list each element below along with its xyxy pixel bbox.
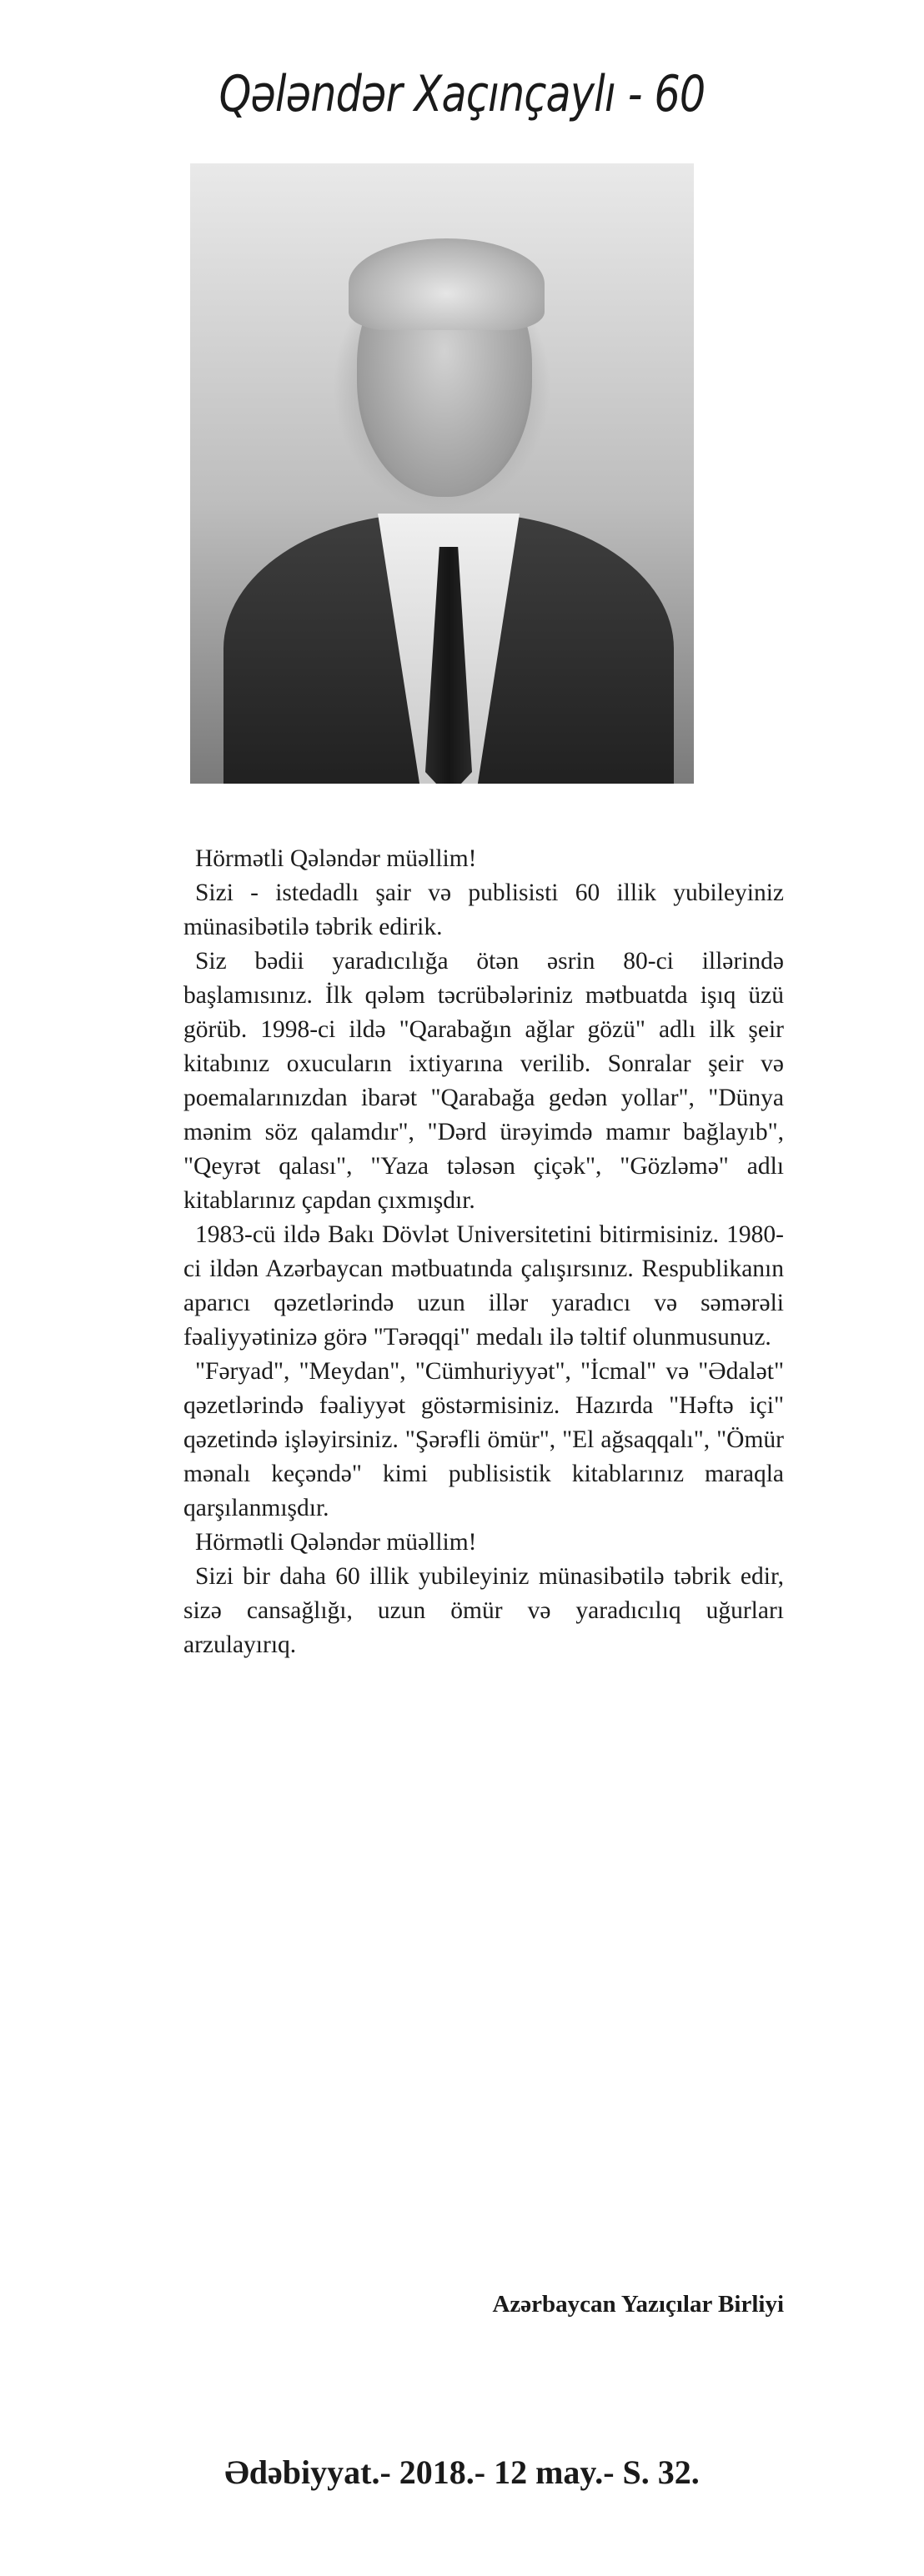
photo-hair bbox=[349, 238, 545, 330]
article-paragraph: 1983-cü ildə Bakı Dövlət Universitetini bitirmisiniz. 1980-ci ildən Azərbaycan mətbuatında çalışırsınız. Respublikanın aparıcı qəzetlərində uzun illər yaradıcı və səmərəli fəaliyyətinizə görə "Tərəqqi" medalı ilə təltif olunmusunuz. bbox=[183, 1221, 784, 1351]
article-paragraph: Siz bədii yaradıcılığa ötən əsrin 80-ci illərində başlamısınız. İlk qələm təcrübələriniz mətbuatda işıq üzü görüb. 1998-ci ildə "Qarabağın ağlar gözü" adlı ilk şeir kitabınız oxucuların ixtiyarına verilib. Sonralar şeir və poemalarınızdan ibarət "Qarabağa gedən yollar", "Dünya mənim söz qalamdır", "Dərd ürəyimdə mamır bağlayıb", "Qeyrət qalası", "Yaza tələsən çiçək", "Gözləmə" adlı kitablarınız çapdan çıxmışdır. bbox=[183, 948, 784, 1214]
article-paragraph: Sizi - istedadlı şair və publisisti 60 illik yubileyiniz münasibətilə təbrik edirik. bbox=[183, 880, 784, 940]
greeting-paragraph: Hörmətli Qələndər müəllim! bbox=[195, 1529, 477, 1556]
article-paragraph: "Fəryad", "Meydan", "Cümhuriyyət", "İcmal" və "Ədalət" qəzetlərində fəaliyyət göstərmisiniz. Hazırda "Həftə içi" qəzetində işləyirsiniz. "Şərəfli ömür", "El ağsaqqalı", "Ömür mənalı keçəndə" kimi publisistik kitablarınız maraqla qarşılanmışdır. bbox=[183, 1358, 784, 1521]
greeting-paragraph: Hörmətli Qələndər müəllim! bbox=[195, 845, 477, 872]
article-paragraph: Sizi bir daha 60 illik yubileyiniz münasibətilə təbrik edir, sizə cansağlığı, uzun ömür və yaradıcılıq uğurları arzulayırıq. bbox=[183, 1563, 784, 1658]
page-title: Qələndər Xaçınçaylı - 60 bbox=[218, 65, 706, 123]
portrait-photo bbox=[190, 163, 694, 784]
source-citation: Ədəbiyyat.- 2018.- 12 may.- S. 32. bbox=[224, 2453, 700, 2491]
article-body bbox=[183, 842, 784, 1662]
signature: Azərbaycan Yazıçılar Birliyi bbox=[492, 2291, 784, 2318]
